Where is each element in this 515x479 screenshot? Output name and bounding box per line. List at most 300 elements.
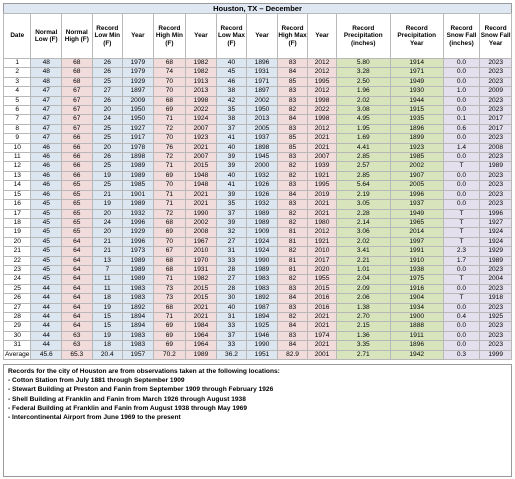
table-cell: 2008: [186, 228, 217, 237]
table-cell: 67: [62, 87, 93, 96]
table-cell: 2023: [480, 341, 512, 350]
table-cell: 76: [153, 143, 186, 152]
table-cell: 68: [62, 59, 93, 68]
table-cell: 25: [92, 124, 123, 133]
table-cell: 1918: [480, 294, 512, 303]
table-cell: 84: [277, 322, 308, 331]
table-cell: 0.3: [443, 350, 480, 359]
table-cell: 84: [277, 115, 308, 124]
table-cell: 1937: [390, 200, 443, 209]
table-cell: 1989: [247, 209, 278, 218]
table-cell: T: [443, 294, 480, 303]
table-cell: 1892: [247, 294, 278, 303]
table-cell: 2023: [480, 303, 512, 312]
note-line: - Intercontinental Airport from June 1969 to the present: [8, 414, 181, 422]
table-cell: 2012: [308, 228, 337, 237]
table-cell: 20: [92, 228, 123, 237]
table-cell: 1971: [390, 68, 443, 77]
table-cell: 1897: [123, 87, 154, 96]
table-cell: 85: [277, 77, 308, 86]
table-cell: 1989: [123, 162, 154, 171]
table-cell: 31: [216, 247, 247, 256]
table-cell: 0.0: [443, 284, 480, 293]
table-row: [4, 303, 512, 312]
table-cell: 13: [4, 171, 31, 180]
table-cell: 1990: [247, 341, 278, 350]
table-cell: 33: [216, 341, 247, 350]
table-cell: 1983: [123, 341, 154, 350]
table-cell: 1937: [247, 134, 278, 143]
col-header-record-precip-year: Record Precipitation Year: [390, 14, 443, 59]
table-cell: 71: [153, 115, 186, 124]
table-cell: 1983: [123, 331, 154, 340]
table-cell: 15: [92, 312, 123, 321]
table-cell: 2013: [247, 115, 278, 124]
table-cell: 45: [31, 275, 62, 284]
table-cell: 2023: [480, 322, 512, 331]
table-cell: 1985: [390, 153, 443, 162]
table-cell: 2023: [480, 284, 512, 293]
table-row: [4, 68, 512, 77]
table-cell: 18: [4, 218, 31, 227]
table-cell: 46: [31, 171, 62, 180]
table-cell: 1996: [123, 237, 154, 246]
table-cell: 5.80: [336, 59, 390, 68]
table-cell: 2002: [247, 96, 278, 105]
table-cell: 2.50: [336, 77, 390, 86]
table-cell: 82: [277, 162, 308, 171]
table-row: [4, 218, 512, 227]
table-cell: 48: [31, 77, 62, 86]
table-cell: 27: [4, 303, 31, 312]
table-cell: 2.3: [443, 247, 480, 256]
table-cell: 1898: [247, 143, 278, 152]
table-row: [4, 265, 512, 274]
table-cell: 46: [31, 153, 62, 162]
table-cell: 6: [4, 106, 31, 115]
table-cell: 1932: [123, 209, 154, 218]
table-cell: 1900: [390, 312, 443, 321]
table-cell: 2023: [480, 96, 512, 105]
table-cell: 26: [92, 153, 123, 162]
table-cell: 64: [62, 275, 93, 284]
table-cell: 19: [92, 331, 123, 340]
table-cell: 2016: [308, 303, 337, 312]
col-header-record-high-min-year: Year: [186, 14, 217, 59]
table-row: [4, 143, 512, 152]
table-cell: 83: [277, 303, 308, 312]
table-cell: 70.2: [153, 350, 186, 359]
sheet-title: Houston, TX – December: [3, 3, 512, 13]
table-cell: 1894: [123, 312, 154, 321]
table-cell: 2009: [480, 87, 512, 96]
table-cell: 1995: [308, 77, 337, 86]
table-cell: 46: [216, 77, 247, 86]
table-cell: 19: [4, 228, 31, 237]
table-cell: 44: [31, 331, 62, 340]
table-cell: 84: [277, 68, 308, 77]
table-cell: T: [443, 275, 480, 284]
table-cell: 27: [92, 87, 123, 96]
table-cell: 83: [277, 96, 308, 105]
table-cell: 1.95: [336, 124, 390, 133]
table-cell: 1990: [186, 209, 217, 218]
table-cell: 1979: [123, 68, 154, 77]
table-cell: 45.6: [31, 350, 62, 359]
table-cell: 1982: [186, 59, 217, 68]
table-cell: 72: [153, 153, 186, 162]
table-cell: 84: [277, 341, 308, 350]
table-cell: 47: [31, 96, 62, 105]
table-cell: 2.02: [336, 96, 390, 105]
table-cell: 84: [277, 294, 308, 303]
table-cell: 2015: [186, 162, 217, 171]
table-cell: 1924: [480, 228, 512, 237]
table-cell: 63: [62, 341, 93, 350]
table-cell: 66: [62, 134, 93, 143]
table-cell: 2.04: [336, 275, 390, 284]
table-cell: 68: [153, 96, 186, 105]
table-row: [4, 294, 512, 303]
table-cell: 1985: [123, 181, 154, 190]
table-cell: 63: [62, 331, 93, 340]
table-cell: 69: [153, 331, 186, 340]
table-cell: 70: [153, 87, 186, 96]
table-cell: 81: [277, 237, 308, 246]
table-cell: 1996: [123, 218, 154, 227]
table-cell: 1924: [480, 237, 512, 246]
col-header-record-precip: Record Precipitation (inches): [336, 14, 390, 59]
table-cell: 41: [216, 134, 247, 143]
table-cell: 2021: [308, 312, 337, 321]
table-cell: 2001: [308, 350, 337, 359]
note-line: - Federal Building at Franklin and Fanin from August 1938 through May 1969: [8, 404, 247, 412]
table-cell: 3.41: [336, 247, 390, 256]
table-cell: 81: [277, 228, 308, 237]
table-cell: 1913: [186, 77, 217, 86]
table-cell: 1945: [247, 153, 278, 162]
table-cell: 26: [92, 96, 123, 105]
table-cell: 1964: [186, 331, 217, 340]
table-cell: 82: [277, 312, 308, 321]
table-cell: 2015: [186, 284, 217, 293]
col-header-record-high-max-year: Year: [308, 14, 337, 59]
table-cell: 74: [153, 68, 186, 77]
table-cell: 1979: [123, 59, 154, 68]
table-cell: 25: [92, 77, 123, 86]
table-cell: 67: [62, 124, 93, 133]
table-cell: 81: [277, 265, 308, 274]
table-cell: 39: [216, 162, 247, 171]
col-header-record-low-min: Record Low Min (F): [92, 14, 123, 59]
table-cell: 20: [92, 143, 123, 152]
table-cell: 82: [277, 247, 308, 256]
table-row: [4, 134, 512, 143]
col-header-normal-high: Normal High (F): [62, 14, 93, 59]
table-row: [4, 312, 512, 321]
table-cell: 1929: [123, 228, 154, 237]
table-cell: 2009: [123, 96, 154, 105]
table-cell: 44: [31, 303, 62, 312]
table-cell: 1965: [390, 218, 443, 227]
table-cell: 68: [153, 59, 186, 68]
table-row: [4, 237, 512, 246]
table-cell: 2023: [480, 265, 512, 274]
table-cell: 1983: [123, 294, 154, 303]
table-cell: 36.2: [216, 350, 247, 359]
table-cell: 1989: [123, 256, 154, 265]
table-cell: 65.3: [62, 350, 93, 359]
col-header-date: Date: [4, 14, 31, 59]
table-cell: 1924: [247, 237, 278, 246]
table-cell: 45: [31, 247, 62, 256]
table-cell: 2012: [308, 59, 337, 68]
table-cell: 64: [62, 294, 93, 303]
table-cell: 0.0: [443, 106, 480, 115]
table-cell: 1909: [247, 228, 278, 237]
table-cell: 1999: [480, 350, 512, 359]
table-cell: 26: [4, 294, 31, 303]
table-cell: 2.85: [336, 171, 390, 180]
table-cell: 1984: [186, 322, 217, 331]
table-cell: 27: [216, 237, 247, 246]
table-cell: 65: [62, 228, 93, 237]
table-cell: 40: [216, 59, 247, 68]
table-cell: 1.38: [336, 303, 390, 312]
table-cell: 0.0: [443, 96, 480, 105]
table-cell: 3.35: [336, 341, 390, 350]
table-cell: 71: [153, 200, 186, 209]
table-cell: 46: [31, 190, 62, 199]
table-cell: 46: [31, 143, 62, 152]
table-cell: 85: [277, 134, 308, 143]
table-cell: 2: [4, 68, 31, 77]
table-cell: 28: [4, 312, 31, 321]
table-cell: 2021: [186, 200, 217, 209]
table-cell: 1894: [247, 312, 278, 321]
table-cell: 1.0: [443, 87, 480, 96]
table-cell: 1899: [390, 134, 443, 143]
table-cell: 68: [153, 303, 186, 312]
table-cell: 2023: [480, 106, 512, 115]
table-cell: 25: [4, 284, 31, 293]
table-cell: 9: [4, 134, 31, 143]
table-cell: 2021: [308, 322, 337, 331]
table-cell: 39: [216, 153, 247, 162]
table-cell: 11: [92, 275, 123, 284]
table-row: [4, 200, 512, 209]
table-cell: 4.41: [336, 143, 390, 152]
table-cell: 0.0: [443, 68, 480, 77]
table-cell: 39: [216, 218, 247, 227]
table-cell: 2010: [308, 247, 337, 256]
table-cell: 83: [277, 200, 308, 209]
table-cell: 1944: [390, 96, 443, 105]
table-cell: 17: [4, 209, 31, 218]
table-cell: 2022: [186, 106, 217, 115]
table-cell: 1896: [247, 59, 278, 68]
table-cell: 1892: [123, 303, 154, 312]
table-cell: 82: [277, 171, 308, 180]
table-cell: 20.4: [92, 350, 123, 359]
table-cell: 5.64: [336, 181, 390, 190]
table-cell: 38: [216, 115, 247, 124]
table-cell: 0.0: [443, 265, 480, 274]
table-cell: 1921: [308, 171, 337, 180]
table-cell: 31: [216, 312, 247, 321]
table-cell: 1898: [123, 153, 154, 162]
table-cell: 65: [62, 200, 93, 209]
table-cell: 44: [31, 284, 62, 293]
table-cell: 2008: [480, 143, 512, 152]
table-cell: 1998: [308, 96, 337, 105]
table-cell: 1925: [247, 322, 278, 331]
table-cell: 1934: [390, 303, 443, 312]
table-cell: 67: [62, 106, 93, 115]
table-cell: 33: [216, 322, 247, 331]
table-cell: 1978: [123, 143, 154, 152]
table-cell: 26: [92, 59, 123, 68]
table-cell: 0.0: [443, 322, 480, 331]
table-cell: 1973: [123, 247, 154, 256]
table-cell: 2.15: [336, 322, 390, 331]
table-cell: 2007: [186, 153, 217, 162]
table-cell: 24: [4, 275, 31, 284]
table-cell: 41: [216, 181, 247, 190]
table-cell: 1982: [186, 68, 217, 77]
table-cell: 1989: [480, 162, 512, 171]
table-cell: 1925: [480, 312, 512, 321]
table-cell: 2015: [186, 294, 217, 303]
table-cell: 1983: [247, 284, 278, 293]
table-row: [4, 153, 512, 162]
table-cell: 1924: [247, 247, 278, 256]
table-cell: 2023: [480, 153, 512, 162]
table-row: [4, 106, 512, 115]
table-cell: 83: [277, 331, 308, 340]
table-cell: 1996: [480, 209, 512, 218]
table-row: [4, 190, 512, 199]
table-cell: 1896: [390, 124, 443, 133]
table-cell: 0.0: [443, 200, 480, 209]
table-cell: 2017: [480, 115, 512, 124]
table-cell: 69: [153, 228, 186, 237]
table-cell: 31: [4, 341, 31, 350]
table-cell: T: [443, 209, 480, 218]
table-cell: T: [443, 237, 480, 246]
table-cell: 2023: [480, 200, 512, 209]
table-cell: 5: [4, 96, 31, 105]
note-line: - Stewart Building at Preston and Fanin from September 1909 through February 1926: [8, 386, 274, 394]
table-cell: 33: [216, 256, 247, 265]
table-cell: 1989: [186, 350, 217, 359]
table-cell: 69: [153, 106, 186, 115]
table-cell: 20: [92, 106, 123, 115]
table-cell: 44: [31, 341, 62, 350]
table-cell: 1975: [390, 275, 443, 284]
table-cell: 1989: [123, 275, 154, 284]
table-cell: 1967: [186, 237, 217, 246]
table-cell: 2019: [308, 190, 337, 199]
table-cell: 1.96: [336, 87, 390, 96]
table-cell: 1926: [247, 190, 278, 199]
table-cell: 15: [4, 190, 31, 199]
table-cell: 65: [62, 181, 93, 190]
table-cell: 1923: [390, 143, 443, 152]
table-cell: 13: [92, 256, 123, 265]
table-cell: 1911: [390, 331, 443, 340]
table-cell: 25: [92, 181, 123, 190]
table-cell: 3.08: [336, 106, 390, 115]
table-cell: 48: [31, 68, 62, 77]
table-cell: 1939: [308, 162, 337, 171]
table-cell: 1915: [390, 106, 443, 115]
table-cell: 1989: [480, 256, 512, 265]
table-cell: 1983: [123, 284, 154, 293]
table-cell: 3.05: [336, 200, 390, 209]
table-cell: 46: [31, 162, 62, 171]
table-cell: 29: [4, 322, 31, 331]
table-cell: 68: [153, 218, 186, 227]
table-cell: 83: [277, 59, 308, 68]
table-cell: 81: [277, 256, 308, 265]
table-row: [4, 96, 512, 105]
table-cell: 1989: [247, 218, 278, 227]
table-cell: 67: [62, 115, 93, 124]
table-cell: 64: [62, 256, 93, 265]
table-row: [4, 171, 512, 180]
table-cell: 2023: [480, 68, 512, 77]
table-row: [4, 77, 512, 86]
table-cell: 2012: [308, 87, 337, 96]
table-cell: 0.0: [443, 181, 480, 190]
table-cell: 1974: [308, 331, 337, 340]
table-cell: 67: [153, 247, 186, 256]
table-cell: 1951: [247, 350, 278, 359]
table-cell: 35: [216, 106, 247, 115]
table-cell: 84: [277, 190, 308, 199]
notes-box: [3, 364, 512, 477]
table-cell: 73: [153, 284, 186, 293]
table-cell: 1930: [390, 87, 443, 96]
table-cell: 45: [31, 237, 62, 246]
table-cell: 7: [92, 265, 123, 274]
table-cell: 2023: [480, 331, 512, 340]
table-cell: 1932: [247, 171, 278, 180]
table-cell: T: [443, 228, 480, 237]
table-cell: 2.71: [336, 350, 390, 359]
climate-table: [3, 13, 512, 360]
table-cell: 70: [153, 134, 186, 143]
table-row: [4, 256, 512, 265]
table-cell: 2.70: [336, 312, 390, 321]
table-cell: 69: [153, 322, 186, 331]
table-cell: 10: [4, 143, 31, 152]
table-cell: 1931: [247, 68, 278, 77]
table-cell: 1989: [123, 171, 154, 180]
table-cell: 2017: [308, 256, 337, 265]
table-cell: 14: [4, 181, 31, 190]
table-cell: 3.06: [336, 228, 390, 237]
table-cell: 2.06: [336, 294, 390, 303]
table-cell: 24: [92, 218, 123, 227]
table-row: [4, 59, 512, 68]
table-cell: 82: [277, 275, 308, 284]
table-cell: 2014: [390, 228, 443, 237]
table-body: [4, 59, 512, 360]
table-cell: 2002: [390, 162, 443, 171]
table-cell: 1998: [308, 115, 337, 124]
